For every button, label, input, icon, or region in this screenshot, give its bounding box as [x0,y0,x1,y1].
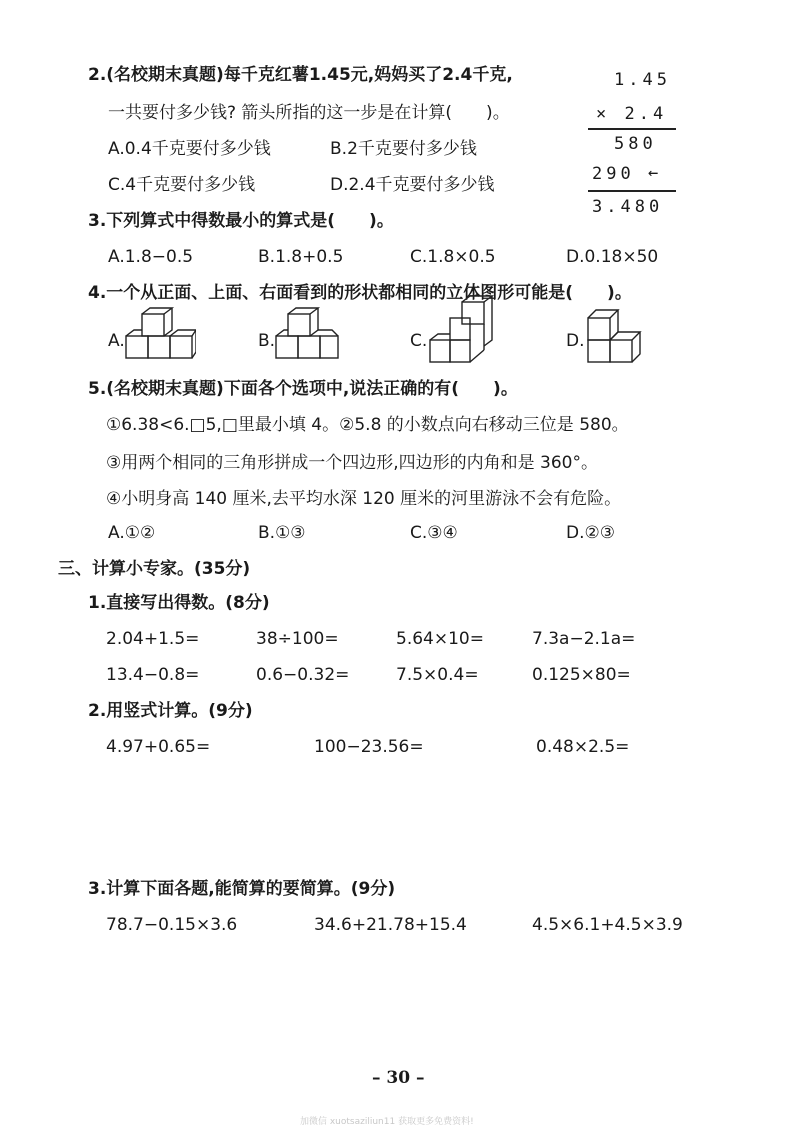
calc-1-1: 2.04+1.5= [106,629,200,649]
q4-label-a: A. [108,331,125,351]
q5-option-c: C.③④ [410,523,458,543]
q4-stem: 4.一个从正面、上面、右面看到的形状都相同的立体图形可能是( )。 [88,283,632,303]
vertical-row-2: × 2.4 [596,104,668,124]
cube-figure-d [584,304,644,366]
vertical-row-3: 580 [614,134,657,154]
cube-figure-a [124,306,196,362]
calc-2-2: 0.6−0.32= [256,665,350,685]
part-3-title: 3.计算下面各题,能简算的要简算。(9分) [88,879,396,899]
calc-2-3: 7.5×0.4= [396,665,479,685]
q4-label-b: B. [258,331,276,351]
q3-stem: 3.下列算式中得数最小的算式是( )。 [88,211,394,231]
page-number: – 30 – [372,1068,425,1088]
q3-option-a: A.1.8−0.5 [108,247,194,267]
vertical-line-1 [588,128,676,130]
watermark: 加微信 xuotsaziliun11 获取更多免费资料! [300,1117,474,1127]
q5-statement-1: ①6.38<6.□5,□里最小填 4。②5.8 的小数点向右移动三位是 580。 [106,415,629,435]
arrow-icon: ← [648,163,663,183]
q2-option-c: C.4千克要付多少钱 [108,175,256,195]
calc-1-2: 38÷100= [256,629,339,649]
q5-option-d: D.②③ [566,523,615,543]
vertical-calc-2: 100−23.56= [314,737,424,757]
q5-stem: 5.(名校期末真题)下面各个选项中,说法正确的有( )。 [88,379,518,399]
simplify-calc-3: 4.5×6.1+4.5×3.9 [532,915,683,935]
calc-2-4: 0.125×80= [532,665,631,685]
q3-option-c: C.1.8×0.5 [410,247,496,267]
q2-option-d: D.2.4千克要付多少钱 [330,175,495,195]
q2-option-a: A.0.4千克要付多少钱 [108,139,271,159]
vertical-calc-3: 0.48×2.5= [536,737,630,757]
part-2-title: 2.用竖式计算。(9分) [88,701,253,721]
vertical-row-1: 1.45 [614,70,671,90]
section-3-title: 三、计算小专家。(35分) [58,559,251,579]
calc-1-3: 5.64×10= [396,629,484,649]
q2-line2: 一共要付多少钱? 箭头所指的这一步是在计算( )。 [108,103,510,123]
vertical-line-2 [588,190,676,192]
cube-figure-b [272,306,344,362]
simplify-calc-2: 34.6+21.78+15.4 [314,915,467,935]
q5-option-b: B.①③ [258,523,306,543]
q4-label-d: D. [566,331,585,351]
q4-label-c: C. [410,331,428,351]
q3-option-d: D.0.18×50 [566,247,659,267]
q2-line1: 2.(名校期末真题)每千克红薯1.45元,妈妈买了2.4千克, [88,65,513,85]
vertical-row-4: 290 [592,164,635,184]
q3-option-b: B.1.8+0.5 [258,247,344,267]
q5-option-a: A.①② [108,523,156,543]
calc-1-4: 7.3a−2.1a= [532,629,636,649]
vertical-row-5: 3.480 [592,197,664,217]
cube-figure-c [426,294,498,366]
vertical-calc-1: 4.97+0.65= [106,737,211,757]
calc-2-1: 13.4−0.8= [106,665,200,685]
simplify-calc-1: 78.7−0.15×3.6 [106,915,238,935]
q5-statement-3: ④小明身高 140 厘米,去平均水深 120 厘米的河里游泳不会有危险。 [106,489,622,509]
q2-option-b: B.2千克要付多少钱 [330,139,477,159]
part-1-title: 1.直接写出得数。(8分) [88,593,270,613]
q5-statement-2: ③用两个相同的三角形拼成一个四边形,四边形的内角和是 360°。 [106,453,598,473]
